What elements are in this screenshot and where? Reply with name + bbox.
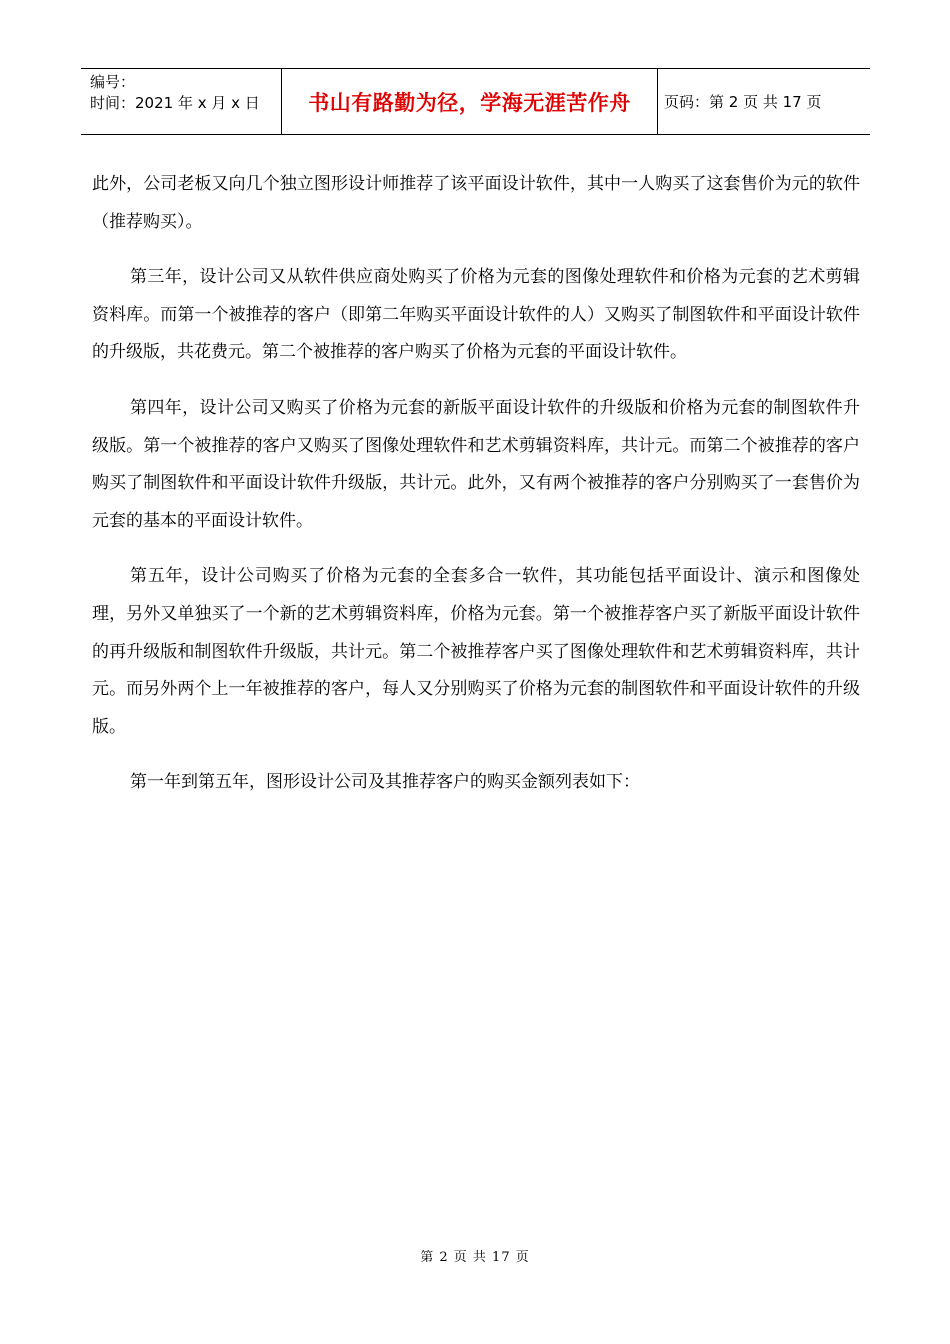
- header-meta: [81, 69, 282, 134]
- paragraph: 第四年，设计公司又购买了价格为元套的新版平面设计软件的升级版和价格为元套的制图软件升级版。第一个被推荐的客户又购买了图像处理软件和艺术剪辑资料库，共计元。而第二个被推荐的客户购买了制图软件和平面设计软件升级版，共计元。此外，又有两个被推荐的客户分别购买了一套售价为元套的基本的平面设计软件。: [92, 397, 860, 531]
- header-motto: 书山有路勤为径，学海无涯苦作舟: [282, 69, 658, 134]
- page-header: [81, 68, 870, 135]
- page-footer: 第 2 页 共 17 页: [420, 1250, 530, 1265]
- header-page-info: 页码：第 2 页 共 17 页: [664, 93, 822, 111]
- serial-label: 编号：: [90, 73, 136, 91]
- paragraph: 第一年到第五年，图形设计公司及其推荐客户的购买金额列表如下：: [130, 772, 640, 793]
- paragraph: 第五年，设计公司购买了价格为元套的全套多合一软件，其功能包括平面设计、演示和图像处理，另外又单独买了一个新的艺术剪辑资料库，价格为元套。第一个被推荐客户买了新版平面设计软件的再升级版和制图软件升级版，共计元。第二个被推荐客户买了图像处理软件和艺术剪辑资料库，共计元。而另外两个上一年被推荐的客户，每人又分别购买了价格为元套的制图软件和平面设计软件的升级版。: [92, 566, 860, 737]
- document-body: [92, 166, 860, 820]
- paragraph: 此外，公司老板又向几个独立图形设计师推荐了该平面设计软件，其中一人购买了这套售价为元的软件（推荐购买）。: [92, 174, 860, 232]
- paragraph: 第三年，设计公司又从软件供应商处购买了价格为元套的图像处理软件和价格为元套的艺术剪辑资料库。而第一个被推荐的客户（即第二年购买平面设计软件的人）又购买了制图软件和平面设计软件的升级版，共花费元。第二个被推荐的客户购买了价格为元套的平面设计软件。: [92, 267, 860, 363]
- time-label: 时间：2021 年 x 月 x 日: [90, 94, 260, 112]
